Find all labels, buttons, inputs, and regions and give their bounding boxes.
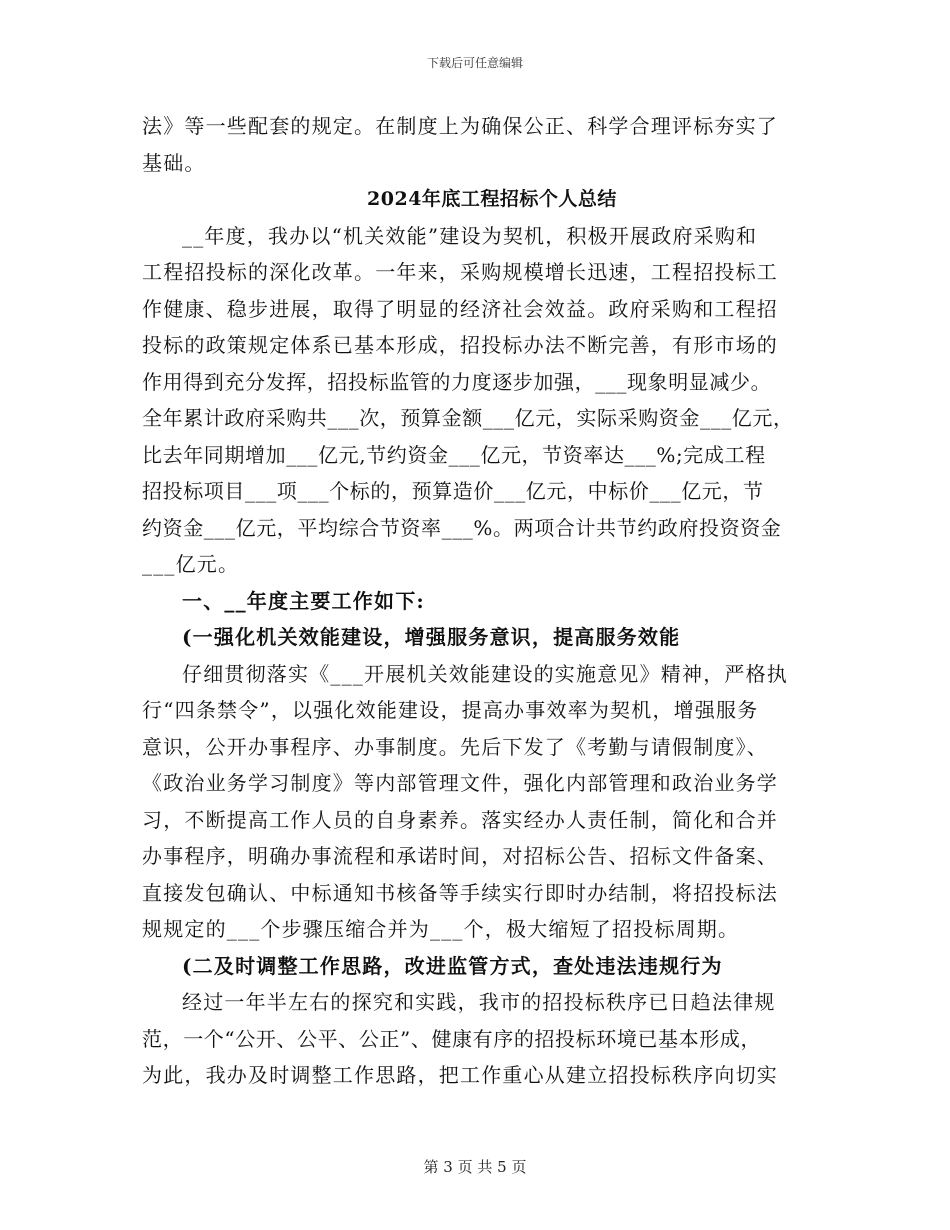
- text-line: 直接发包确认、中标通知书核备等手续实行即时办结制，将招投标法: [142, 880, 778, 905]
- subsection-heading: (二及时调整工作思路，改进监管方式，查处违法违规行为: [182, 953, 723, 978]
- text-line: 比去年同期增加___亿元,节约资金___亿元，节资率达___%;完成工程: [142, 442, 766, 467]
- text-line: 《政治业务学习制度》等内部管理文件，强化内部管理和政治业务学: [142, 771, 778, 795]
- text-line: 范，一个“公开、公平、公正”、健康有序的招投标环境已基本形成，: [142, 1026, 762, 1051]
- page-header: 下载后可任意编辑: [426, 56, 523, 70]
- text-line: 为此，我办及时调整工作思路，把工作重心从建立招投标秩序向切实: [142, 1063, 778, 1087]
- page-footer: 第 3 页 共 5 页: [423, 1158, 527, 1176]
- text-line: 约资金___亿元，平均综合节资率___%。两项合计共节约政府投资资金: [142, 515, 782, 540]
- text-line: ___亿元。: [142, 552, 240, 576]
- document-body: [142, 108, 814, 1094]
- section-heading: 一、__年度主要工作如下:: [182, 588, 425, 613]
- text-line: 仔细贯彻落实《___开展机关效能建设的实施意见》精神，严格执: [182, 661, 788, 686]
- text-line: 经过一年半左右的探究和实践，我市的招投标秩序已日趋法律规: [182, 990, 776, 1014]
- text-line: 作用得到充分发挥，招投标监管的力度逐步加强，___现象明显减少。: [142, 369, 772, 394]
- text-line: 习，不断提高工作人员的自身素养。落实经办人责任制，简化和合并: [142, 807, 778, 832]
- text-line: 规规定的___个步骤压缩合并为___个，极大缩短了招投标周期。: [142, 917, 740, 941]
- text-line: 全年累计政府采购共___次，预算金额___亿元，实际采购资金___亿元，: [142, 406, 794, 430]
- text-line: 投标的政策规定体系已基本形成，招投标办法不断完善，有形市场的: [142, 333, 778, 357]
- text-line: 办事程序，明确办事流程和承诺时间，对招标公告、招标文件备案、: [142, 844, 778, 868]
- text-line: 作健康、稳步进展，取得了明显的经济社会效益。政府采购和工程招: [142, 296, 778, 321]
- text-line: __年度，我办以“机关效能”建设为契机，积极开展政府采购和: [182, 223, 758, 248]
- text-line: 招投标项目___项___个标的，预算造价___亿元，中标价___亿元，节: [142, 479, 764, 503]
- text-line: 法》等一些配套的规定。在制度上为确保公正、科学合理评标夯实了: [142, 114, 778, 138]
- subsection-heading: (一强化机关效能建设，增强服务意识，提高服务效能: [182, 625, 681, 649]
- text-line: 基础。: [142, 150, 206, 175]
- text-line: 意识，公开办事程序、办事制度。先后下发了《考勤与请假制度》、: [142, 734, 768, 759]
- text-line: 行“四条禁令”，以强化效能建设，提高办事效率为契机，增强服务: [142, 698, 759, 722]
- text-line: 工程招投标的深化改革。一年来，采购规模增长迅速，工程招投标工: [142, 260, 778, 284]
- document-title: 2024年底工程招标个人总结: [367, 188, 617, 210]
